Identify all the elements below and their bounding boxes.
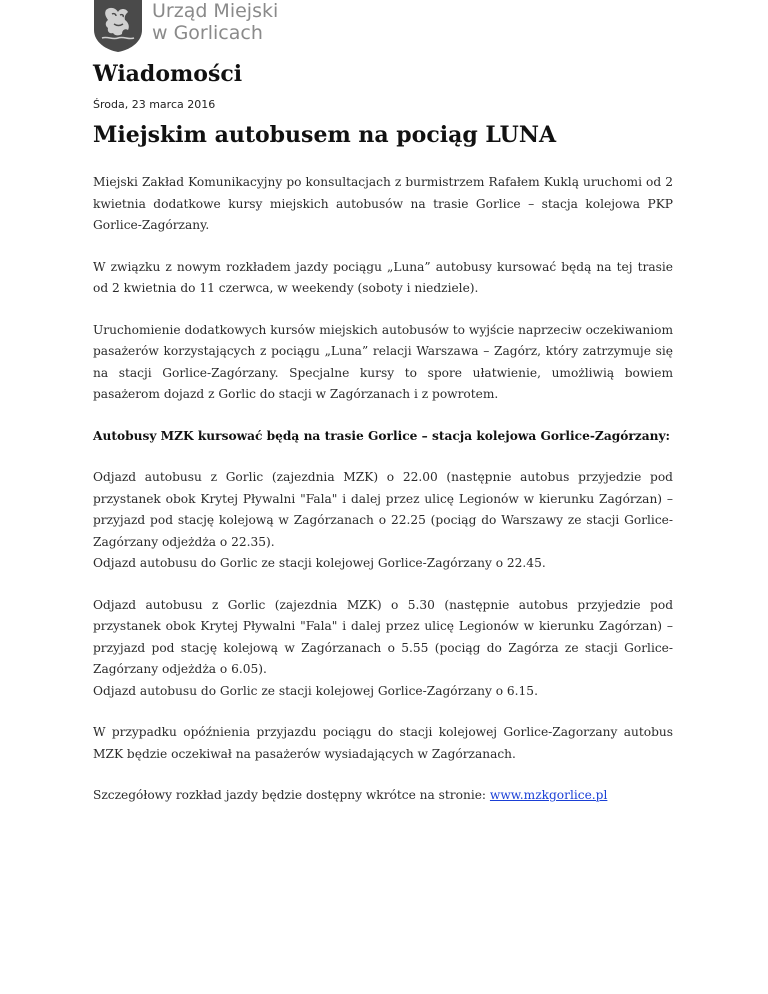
paragraph-purpose: Uruchomienie dodatkowych kursów miejskich autobusów to wyjście naprzeciw oczekiwaniom pasażerów korzystających z pociągu „Luna” relacji Warszawa – Zagórz, który zatrzymuje się na stacji Gorlice-Zagórzany. Specjalne kursy to spore ułatwienie, umożliwią bowiem pasażerom dojazd z Gorlic do stacji w Zagórzanach i z powrotem. — [93, 322, 673, 401]
header-logo — [92, 0, 278, 52]
logo-line-1: Urząd Miejski — [152, 0, 279, 22]
morning-return-text: Odjazd autobusu do Gorlic ze stacji kolejowej Gorlice-Zagórzany o 6.15. — [93, 683, 538, 698]
section-title: Wiadomości — [93, 61, 243, 87]
paragraph-route-heading: Autobusy MZK kursować będą na trasie Gorlice – stacja kolejowa Gorlice-Zagórzany: — [93, 428, 671, 443]
article-body — [93, 172, 673, 827]
paragraph-intro: Miejski Zakład Komunikacyjny po konsultacjach z burmistrzem Rafałem Kuklą uruchomi od 2 kwietnia dodatkowe kursy miejskich autobusów na trasie Gorlice – stacja kolejowa PKP Gorlice-Zagórzany. — [93, 175, 673, 232]
logo-line-2: w Gorlicach — [152, 22, 263, 44]
paragraph-delay-note: W przypadku opóźnienia przyjazdu pociągu do stacji kolejowej Gorlice-Zagorzany autobus MZK będzie oczekiwał na pasażerów wysiadających w Zagórzanach. — [93, 725, 673, 761]
coat-of-arms-icon — [92, 0, 144, 52]
evening-return-text: Odjazd autobusu do Gorlic ze stacji kolejowej Gorlice-Zagórzany o 22.45. — [93, 556, 546, 570]
more-info-text: Szczegółowy rozkład jazdy będzie dostępny wkrótce na stronie: — [93, 788, 490, 802]
evening-departure-text: Odjazd autobusu z Gorlic (zajezdnia MZK) o 22.00 (następnie autobus przyjedzie pod przystanek obok Krytej Pływalni "Fala" i dalej przez ulicę Legionów w kierunku Zagórzan) – przyjazd pod stację kolejową w Zagórzanach o 22.25 (pociąg do Warszawy ze stacji Gorlice-Zagórzany odjeżdża o 22.35). — [93, 470, 673, 549]
logo-text — [152, 0, 278, 44]
paragraph-schedule-period: W związku z nowym rozkładem jazdy pociągu „Luna” autobusy kursować będą na tej trasie od 2 kwietnia do 11 czerwca, w weekendy (soboty i niedziele). — [93, 259, 673, 295]
morning-departure-text: Odjazd autobusu z Gorlic (zajezdnia MZK) o 5.30 (następnie autobus przyjedzie pod przystanek obok Krytej Pływalni "Fala" i dalej przez ulicę Legionów w kierunku Zagórzan) – przyjazd pod stację kolejową w Zagórzanach o 5.55 (pociąg do Zagórza ze stacji Gorlice-Zagórzany odjeżdża o 6.05). — [93, 597, 673, 676]
paragraph-more-info — [93, 785, 673, 807]
article-title: Miejskim autobusem na pociąg LUNA — [93, 122, 557, 148]
paragraph-morning-run — [93, 595, 673, 703]
article-date: Środa, 23 marca 2016 — [93, 98, 216, 111]
mzk-website-link[interactable]: www.mzkgorlice.pl — [489, 788, 608, 802]
paragraph-evening-run — [93, 467, 673, 575]
